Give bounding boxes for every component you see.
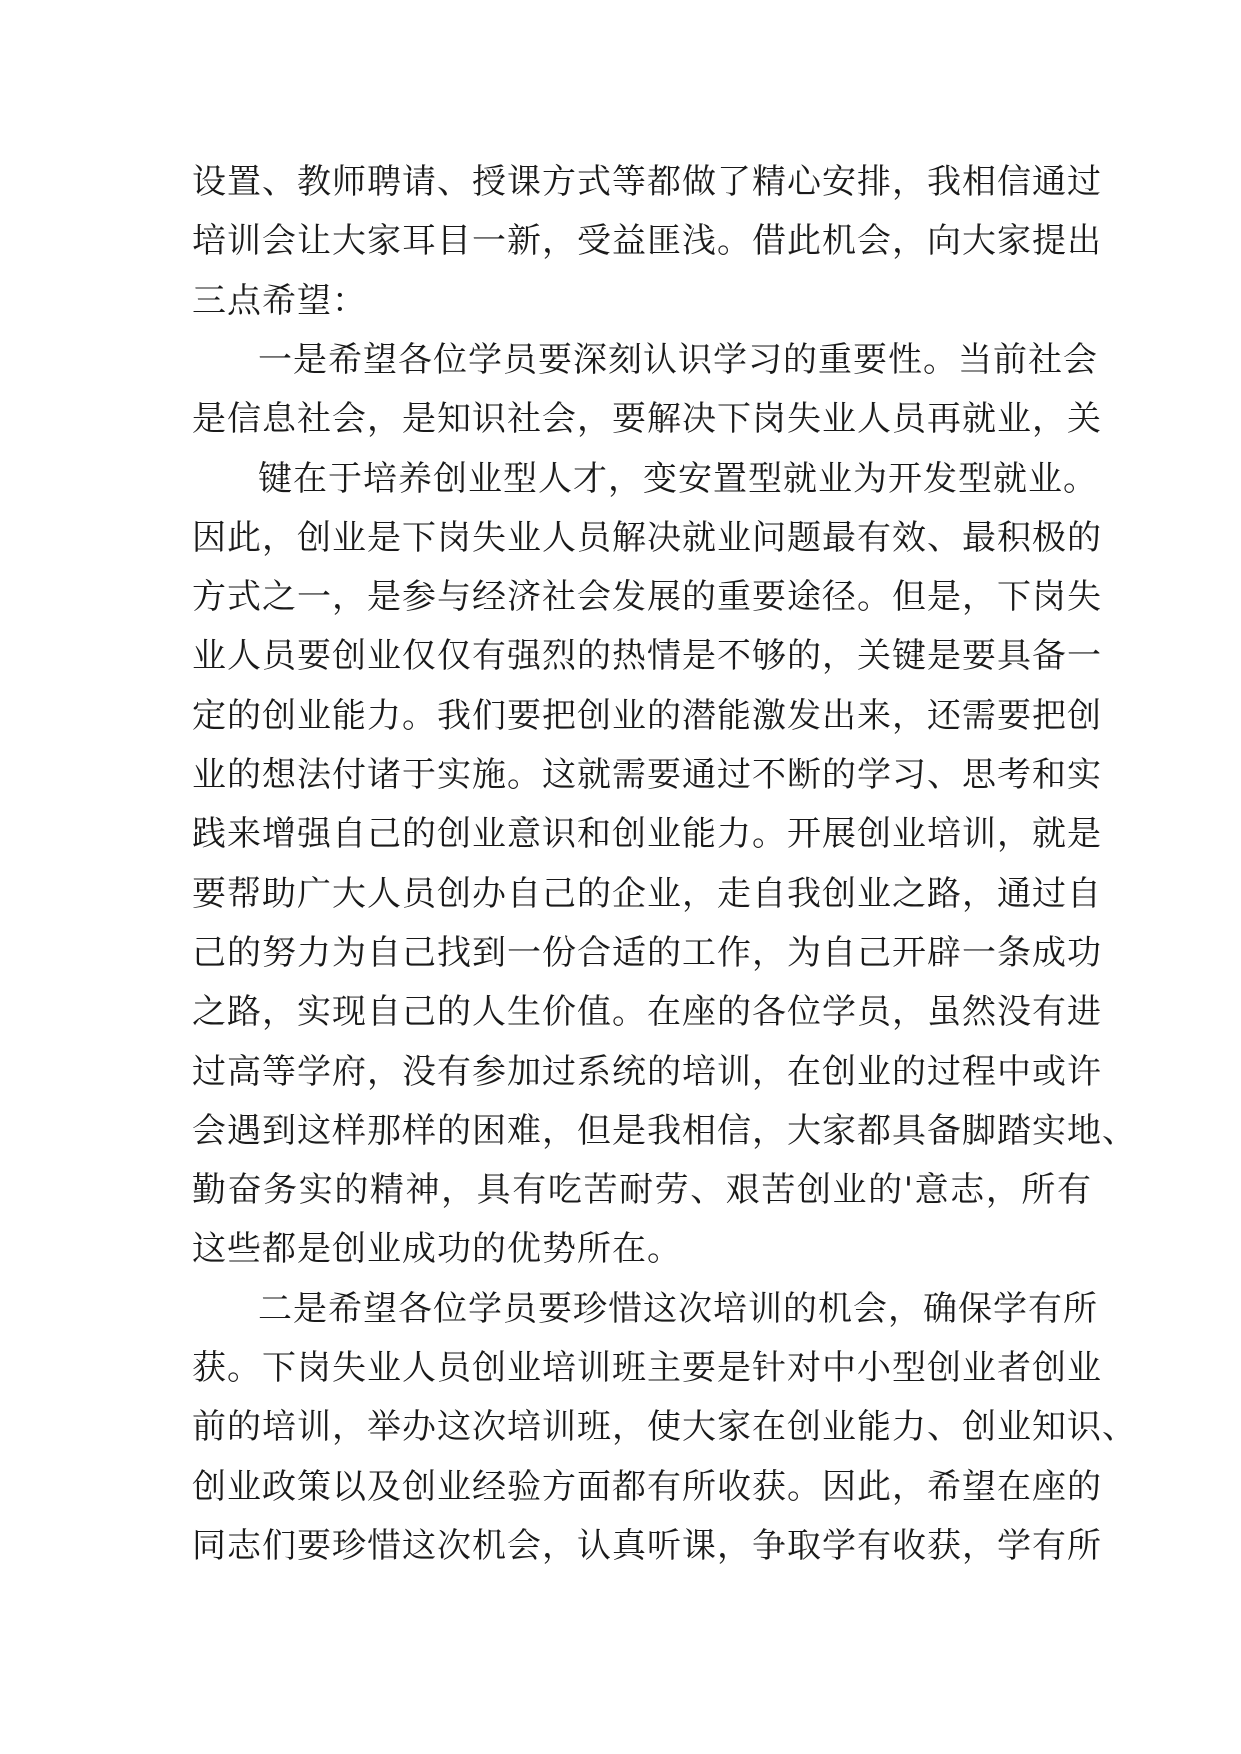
text-line: 要帮助广大人员创办自己的企业，走自我创业之路，通过自 [192,873,1102,914]
text-line: 己的努力为自己找到一份合适的工作，为自己开辟一条成功 [192,932,1102,973]
text-line: 培训会让大家耳目一新，受益匪浅。借此机会，向大家提出 [192,221,1102,262]
text-line: 同志们要珍惜这次机会，认真听课，争取学有收获，学有所 [192,1525,1102,1566]
text-line: 前的培训，举办这次培训班，使大家在创业能力、创业知识、 [192,1407,1137,1448]
text-line: 践来增强自己的创业意识和创业能力。开展创业培训，就是 [192,814,1102,855]
text-line: 勤奋务实的精神，具有吃苦耐劳、艰苦创业的'意志，所有 [192,1170,1092,1211]
text-line: 一是希望各位学员要深刻认识学习的重要性。当前社会 [258,339,1098,380]
text-line: 是信息社会，是知识社会，要解决下岗失业人员再就业，关 [192,399,1102,440]
text-line: 因此，创业是下岗失业人员解决就业问题最有效、最积极的 [192,517,1102,558]
text-line: 业的想法付诸于实施。这就需要通过不断的学习、思考和实 [192,755,1102,795]
text-line: 设置、教师聘请、授课方式等都做了精心安排，我相信通过 [192,162,1102,202]
text-line: 三点希望： [192,280,367,321]
text-line: 业人员要创业仅仅有强烈的热情是不够的，关键是要具备一 [192,636,1102,677]
text-line: 定的创业能力。我们要把创业的潜能激发出来，还需要把创 [192,695,1102,736]
text-line: 方式之一，是参与经济社会发展的重要途径。但是，下岗失 [192,577,1102,618]
text-line: 之路，实现自己的人生价值。在座的各位学员，虽然没有进 [192,992,1102,1033]
text-line: 键在于培养创业型人才，变安置型就业为开发型就业。 [258,458,1098,499]
text-line: 过高等学府，没有参加过系统的培训，在创业的过程中或许 [192,1051,1102,1092]
text-line: 创业政策以及创业经验方面都有所收获。因此，希望在座的 [192,1466,1102,1507]
text-line: 获。下岗失业人员创业培训班主要是针对中小型创业者创业 [192,1348,1102,1388]
text-line: 会遇到这样那样的困难，但是我相信，大家都具备脚踏实地、 [192,1110,1137,1151]
text-line: 二是希望各位学员要珍惜这次培训的机会，确保学有所 [258,1288,1098,1329]
text-line: 这些都是创业成功的优势所在。 [192,1229,682,1270]
